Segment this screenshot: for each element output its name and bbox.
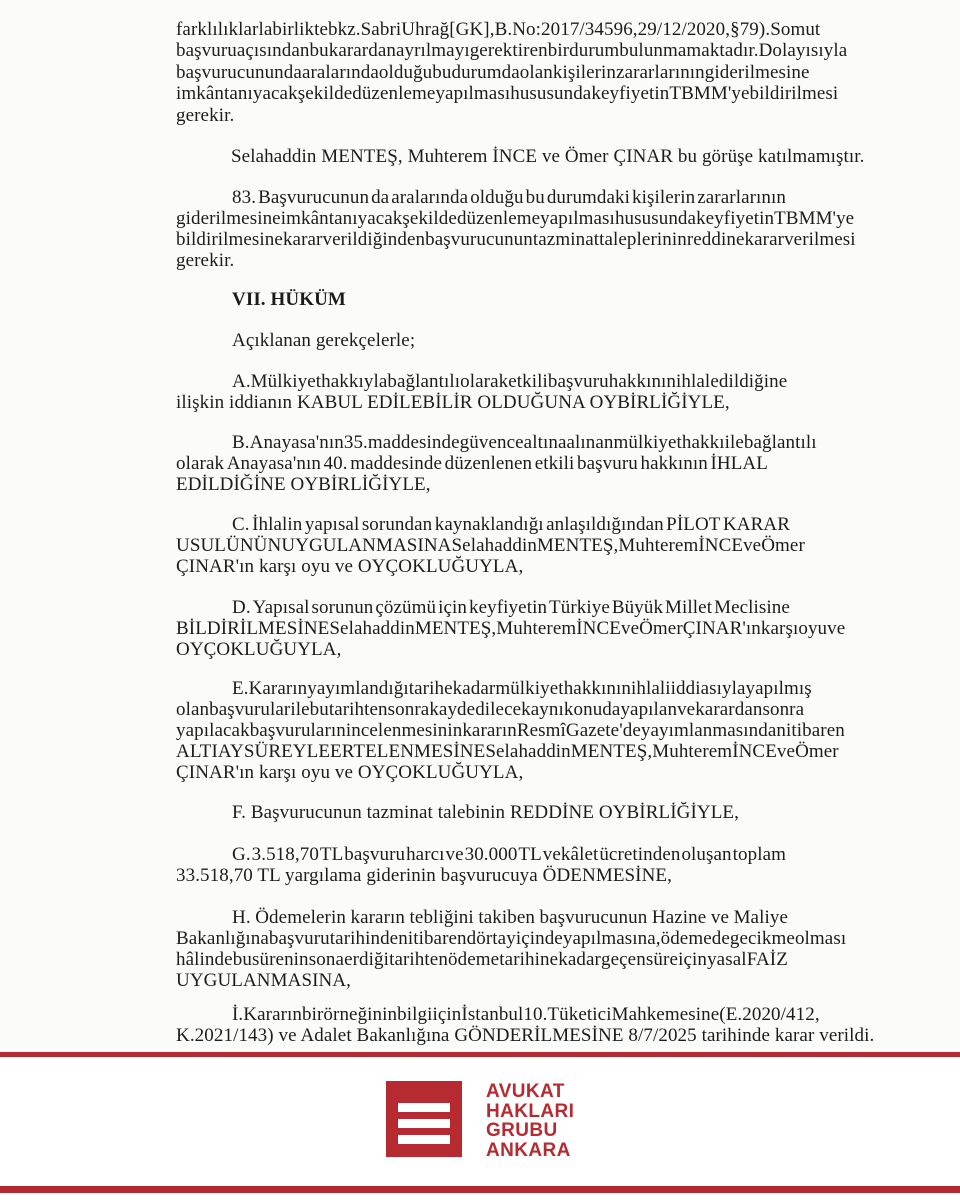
text-line [232,371,788,393]
word: sonra [387,699,430,720]
word: durumdaki [546,187,631,208]
word: 3.518,70 [251,844,319,865]
word: verilmesi [784,229,856,250]
word: sürenin [252,949,309,970]
word: giderilmesine [704,62,810,83]
word: (E.2020/412, [719,1004,820,1025]
word: TL [518,844,542,865]
word: maddesinde [367,432,460,453]
text-line [176,950,788,971]
word: bir [302,1004,324,1025]
word: tebliğini [409,907,474,928]
logo-line: HAKLARI [486,1100,575,1122]
word: bağlantılı [743,432,817,453]
word: Resmî [516,720,566,741]
word: imkân [280,208,329,229]
word: Selahaddin [485,741,571,762]
word: Muhterem [652,741,733,762]
word: bu [309,699,329,720]
word: Ömer [795,741,839,762]
word: Uhrağ [401,19,450,40]
word: bu [525,187,545,208]
word: TBMM'ye [669,83,750,104]
word: 2017/34596, [541,19,638,40]
word: yapılacak [176,720,250,741]
word: başvurucunun [539,907,648,928]
word: İNCE [698,535,744,556]
word: mülkiyet [613,432,682,453]
word: Meclisine [714,597,790,618]
word: gecikme [729,928,795,949]
word: hakkının [640,453,708,474]
text-line [232,432,817,454]
word: kadar [558,949,601,970]
word: İNCE [732,741,777,762]
word: oluşan [681,844,732,865]
word: konuda [563,699,621,720]
text-line [176,699,805,721]
text-line [176,208,855,230]
word: tarihten [389,949,448,970]
word: ay [497,928,516,949]
logo-bar [398,1103,450,1112]
text-line: EDİLDİĞİNE OYBİRLİĞİYLE, [176,474,431,495]
word: mülkiyet [495,678,564,699]
word: bildirilmesi [749,83,839,104]
word: [GK], [449,19,495,40]
text-line [176,62,810,84]
word: yapılması [540,208,615,229]
text-line [232,845,786,866]
text-line [176,720,845,742]
word: yasal [707,949,747,970]
word: tarihinden [329,928,408,949]
word: altına [523,432,567,453]
word: başvuruların [249,720,346,741]
word: başvuru [577,453,638,474]
word: MENTEŞ, [414,618,497,639]
word: içinde [515,928,563,949]
word: TBMM'ye [774,208,855,229]
bottom-accent-rule [0,1186,960,1193]
word: ve [743,535,762,556]
word: İstanbul [461,1004,524,1025]
word: incelenmesinin [345,720,463,741]
word: 30.000 [464,844,518,865]
word: oyu [798,618,828,639]
word: etkili [508,371,548,392]
logo-wordmark [486,1082,574,1160]
word: kadar [452,678,496,699]
heading-text: VII. HÜKÜM [232,289,346,310]
word: ÇINAR'ın [682,618,761,639]
word: karardan [328,40,396,61]
text-line [176,928,847,950]
word: bir [547,40,570,61]
word: ve [827,618,846,639]
word: tarihe [408,678,453,699]
word: Türkiye [549,597,610,618]
word: 29/12/2020, [637,19,731,40]
word: bağlantılı [387,371,461,392]
text-line: gerekir. [176,250,235,271]
word: yapılması [435,83,511,104]
word: tarihten [328,699,388,720]
word: İNCE [576,618,621,639]
logo-mark-icon [386,1081,462,1157]
text-line: OYÇOKLUĞUYLA, [176,639,342,660]
word: SÜREYLE [243,741,331,762]
word: zararlarının [697,187,786,208]
word: USULÜNÜN [176,535,282,556]
word: Kararın [248,678,308,699]
word: başvuru [547,371,609,392]
word: bu [432,62,452,83]
logo-line: GRUBU [486,1120,558,1141]
word: tarihine [499,949,559,970]
word: da [371,187,390,208]
word: Anayasa'nın [249,432,344,453]
word: yapılmış [745,678,812,699]
logo-line: AVUKAT [486,1081,565,1102]
word: 83. [232,187,257,208]
text-line: ÇINAR'ın karşı oyu ve OYÇOKLUĞUYLA, [176,762,524,783]
word: başvurucunun [176,62,284,83]
word: şekilde [402,208,457,229]
word: Ömer [761,535,805,556]
word: düzenleme [456,208,541,229]
word: ihlal [676,371,711,392]
word: olan [519,62,553,83]
word: B. [232,432,250,453]
word: için [432,1004,462,1025]
word: ile [724,432,744,453]
word: tanıyacak [328,208,403,229]
text-line [232,908,788,929]
word: Ödemelerin [255,907,346,928]
word: dört [466,928,498,949]
word: bildirilmesine [176,229,283,250]
word: İ. [232,1004,244,1025]
word: karar [744,229,785,250]
text-line: Selahaddin MENTEŞ, Muhterem İNCE ve Ömer ÇINAR bu görüşe katılmamıştır. [231,146,865,167]
word: ve [776,741,796,762]
word: E. [232,678,249,699]
word: Dolayısıyla [758,40,848,61]
word: güvence [459,432,524,453]
word: hâlinde [176,949,233,970]
word: sonra [762,699,805,720]
text-line: F. Başvurucunun tazminat talebinin REDDİNE OYBİRLİĞİYLE, [232,802,739,823]
word: Ömer [639,618,683,639]
logo-bar [398,1135,450,1144]
word: bu [232,949,252,970]
word: kişilerin [552,62,617,83]
text-line [232,598,790,619]
word: bulunmamaktadır. [619,40,759,61]
word: açısından [236,40,310,61]
word: aynı [530,699,564,720]
word: düzenleme [352,83,436,104]
word: geçen [601,949,646,970]
word: ile [290,699,310,720]
word: Başvurucunun [258,187,370,208]
text-line [176,229,856,251]
word: bu [309,40,329,61]
word: kararın [350,907,405,928]
word: alınan [566,432,614,453]
word: hakkının [608,371,677,392]
word: harcı [406,844,445,865]
word: için [678,949,707,970]
word: sona [308,949,344,970]
word: keyfiyetin [469,597,548,618]
word: imkân [176,83,224,104]
word: şekilde [297,83,353,104]
text-line [176,19,821,41]
word: edildiğine [710,371,788,392]
word: toplam [732,844,786,865]
word: Mahkemesine [611,1004,720,1025]
word: olması [794,928,847,949]
word: Mülkiyet [250,371,322,392]
word: kaynaklandığı [434,514,544,535]
word: § [730,19,740,40]
word: BİLDİRİLMESİNE [176,618,330,639]
word: AY [217,741,244,762]
word: olan [176,699,210,720]
text-line: gerekir. [176,105,235,126]
word: Muhterem [496,618,577,639]
word: aralarında [391,187,469,208]
word: farklılıklarla [176,19,273,40]
word: PİLOT [666,514,721,535]
word: da [283,62,302,83]
word: maddesinde [350,453,442,474]
text-line: UYGULANMASINA, [176,970,352,991]
word: sorundan [361,514,433,535]
word: bilgi [397,1004,433,1025]
word: FAİZ [746,949,788,970]
word: ALTI [176,741,218,762]
word: giderilmesine [176,208,281,229]
word: Maliye [733,907,788,928]
word: örneğinin [323,1004,398,1025]
word: keyfiyetin [591,83,670,104]
word: Muhterem [618,535,699,556]
word: karardan [695,699,763,720]
text-line [232,678,812,700]
word: bkz. [328,19,361,40]
logo-bar [398,1119,450,1128]
word: ödeme [448,949,500,970]
word: gerektiren [469,40,548,61]
word: ve [620,618,640,639]
word: tazminat [532,229,600,250]
top-accent-rule [0,1052,960,1057]
word: 10. [523,1004,548,1025]
word: düzenlenen [444,453,533,474]
word: itibaren [786,720,845,741]
word: başvurucunun [425,229,533,250]
word: olduğu [470,187,524,208]
word: durum [569,40,620,61]
text-line [232,515,790,536]
word: 40. [323,453,348,474]
word: birlikte [272,19,329,40]
word: anlaşıldığından [546,514,664,535]
text-line [176,618,846,640]
word: UYGULANMASINA [281,535,452,556]
word: takiben [478,907,535,928]
word: yayımlanmasından [640,720,786,741]
word: erdiği [344,949,389,970]
word: Kararın [243,1004,303,1025]
word: No: [512,19,542,40]
word: G. [232,844,251,865]
word: başvurular [209,699,291,720]
word: yapısal [304,514,360,535]
word: Bakanlığına [176,928,269,949]
word: ve [710,907,729,928]
word: itibaren [407,928,467,949]
word: ve [677,699,696,720]
word: ayrılmayı [395,40,470,61]
text-line [176,40,848,62]
word: için [438,597,468,618]
word: hakkıyla [321,371,388,392]
word: MENTEŞ, [570,741,653,762]
word: verildiğinden [322,229,426,250]
word: kararın [462,720,517,741]
word: Anayasa'nın [226,453,321,474]
word: Selahaddin [451,535,537,556]
word: başvuru [344,844,406,865]
text-line [232,188,786,209]
word: H. [232,907,251,928]
word: kişilerin [632,187,696,208]
text-line: Açıklanan gerekçelerle; [232,330,416,351]
word: etkili [534,453,575,474]
word: taleplerinin [599,229,687,250]
word: hakkı [681,432,725,453]
word: olarak [176,453,225,474]
word: Somut [770,19,821,40]
word: süre [645,949,678,970]
logo-line: ANKARA [486,1139,571,1161]
word: B. [494,19,513,40]
word: olarak [460,371,509,392]
word: ücretinden [599,844,681,865]
word: İHLAL [710,453,768,474]
word: aralarında [301,62,379,83]
word: ihlali [630,678,671,699]
text-line: 33.518,70 TL yargılama giderinin başvurucuya ÖDENMESİNE, [176,865,672,886]
text-line [176,454,768,475]
word: hakkının [563,678,631,699]
word: olduğu [378,62,433,83]
word: ödemede [660,928,730,949]
text-line: ilişkin iddianın KABUL EDİLEBİLİR OLDUĞUNA OYBİRLİĞİYLE, [176,392,730,413]
word: Yapısal [252,597,310,618]
text-line [176,83,839,105]
word: başvuru [176,40,237,61]
word: 79). [739,19,771,40]
text-line: K.2021/143) ve Adalet Bakanlığına GÖNDERİLMESİNE 8/7/2025 tarihinde karar verildi. [176,1025,875,1046]
word: tanıyacak [224,83,298,104]
word: vekâlet [542,844,599,865]
text-line [232,1004,820,1026]
word: karşı [760,618,799,639]
word: TL [319,844,344,865]
word: sorunun [311,597,374,618]
word: Millet [665,597,713,618]
word: Selahaddin [329,618,415,639]
word: ERTELENMESİNE [330,741,486,762]
word: keyfiyetin [696,208,775,229]
word: çözümü [375,597,437,618]
word: A. [232,371,251,392]
word: yapılan [620,699,678,720]
word: ve [445,844,464,865]
word: D. [232,597,251,618]
word: yapılmasına, [562,928,661,949]
word: Sabri [360,19,402,40]
word: MENTEŞ, [536,535,619,556]
word: KARAR [722,514,790,535]
word: Tüketici [547,1004,612,1025]
word: reddine [686,229,745,250]
word: iddiasıyla [670,678,746,699]
word: yayımlandığı [307,678,409,699]
word: 35. [343,432,368,453]
word: C. [232,514,250,535]
word: Büyük [611,597,664,618]
word: hususunda [510,83,592,104]
text-line [176,535,805,557]
text-line: ÇINAR'ın karşı oyu ve OYÇOKLUĞUYLA, [176,556,524,577]
word: hususunda [614,208,697,229]
word: kaydedilecek [429,699,531,720]
text-line [176,741,839,763]
word: başvuru [268,928,330,949]
word: Hazine [651,907,707,928]
word: Gazete'de [565,720,641,741]
word: durumda [451,62,520,83]
word: zararlarının [616,62,705,83]
word: karar [282,229,323,250]
word: İhlalin [252,514,303,535]
